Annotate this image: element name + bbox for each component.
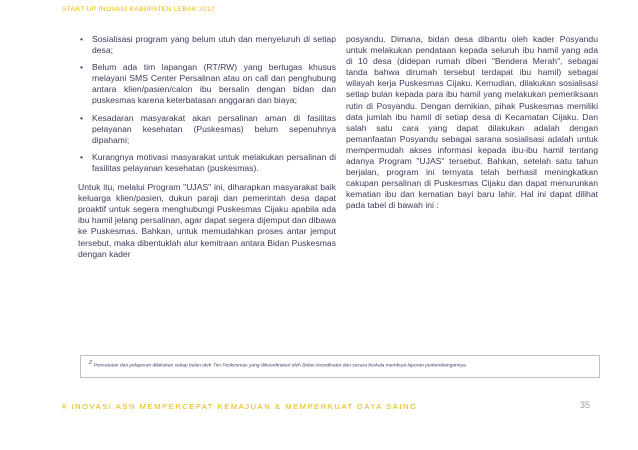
running-header: START UP INOVASI KABUPATEN LEBAK 2017 [62, 6, 216, 13]
bullet-item: • Kesadaran masyarakat akan persalinan aman di fasilitas pelayanan kesehatan (Puskesmas) belum sepenuhnya dipahami; [78, 113, 336, 146]
page-number: 35 [579, 400, 590, 410]
right-column [346, 34, 598, 212]
footer-title: # INOVASI ASN MEMPERCEPAT KEMAJUAN & MEMPERKUAT DAYA SAING [62, 402, 418, 411]
footnote-box [80, 355, 600, 378]
bullet-item: • Belum ada tim lapangan (RT/RW) yang bertugas khusus melayani SMS Center Persalinan atau on call dan penghubung antara klien/pasien/calon ibu bersalin dengan bidan dan puskesmas karena keterbatasan anggaran dan biaya; [78, 62, 336, 106]
footnote-marker: 2 [89, 360, 92, 366]
bullet-item: • Kurangnya motivasi masyarakat untuk melakukan persalinan di fasilitas pelayanan kesehatan (puskesmas). [78, 152, 336, 174]
bullet-item: • Sosialisasi program yang belum utuh dan menyeluruh di setiap desa; [78, 34, 336, 56]
footnote-text: Pencatatan dan pelaporan dilakukan setiap bulan oleh Tim Puskesmas yang dikoordinatori oleh Bidan Koordinator dan secara berkala membuat laporan perkembangannya. [93, 363, 468, 369]
body-paragraph-left: Untuk itu, melalui Program "UJAS" ini, diharapkan masyarakat baik keluarga klien/pasien, dukun paraji dan pemerintah desa dapat proaktif untuk segera menghubungi Puskesmas Cijaku apabila ada ibu hamil jelang persalinan, agar dapat segera dijemput dan dibawa ke Puskesmas. Bahkan, untuk memudahkan proses antar jemput tersebut, maka dibentuklah alur kemitraan antara Bidan Puskesmas dengan kader [78, 182, 336, 259]
body-paragraph-right: posyandu. Dimana, bidan desa dibantu oleh kader Posyandu untuk melakukan pendataan kepada seluruh ibu hamil yang ada di 10 desa (didepan rumah diberi "Bendera Merah", sebagai tanda bahwa dirumah tersebut terdapat ibu hamil) sebagai wilayah kerja Puskesmas Cijaku. Kemudian, dilakukan sosialisasi setiap bulan kepada para ibu hamil yang melakukan pemeriksaan rutin di Posyandu. Dengan demikian, pihak Puskesmas memiliki data jumlah ibu hamil di setiap desa di Kecamatan Cijaku. Dan salah satu cara yang dapat dilakukan adalah dengan pemanfaatan Posyandu sebagai sarana sosialisasi adalah untuk mempermudah akses informasi kepada ibu-ibu hamil tentang adanya Program "UJAS" tersebut. Bahkan, setelah satu tahun berjalan, program ini ternyata telah berhasil meningkatkan cakupan persalinan di Puskesmas Cijaku dan dapat menurunkan kematian ibu dan kematian bayi baru lahir. Hal ini dapat dilihat pada tabel di bawah ini : [346, 34, 598, 211]
bullet-list [78, 34, 336, 174]
left-column [78, 34, 336, 260]
